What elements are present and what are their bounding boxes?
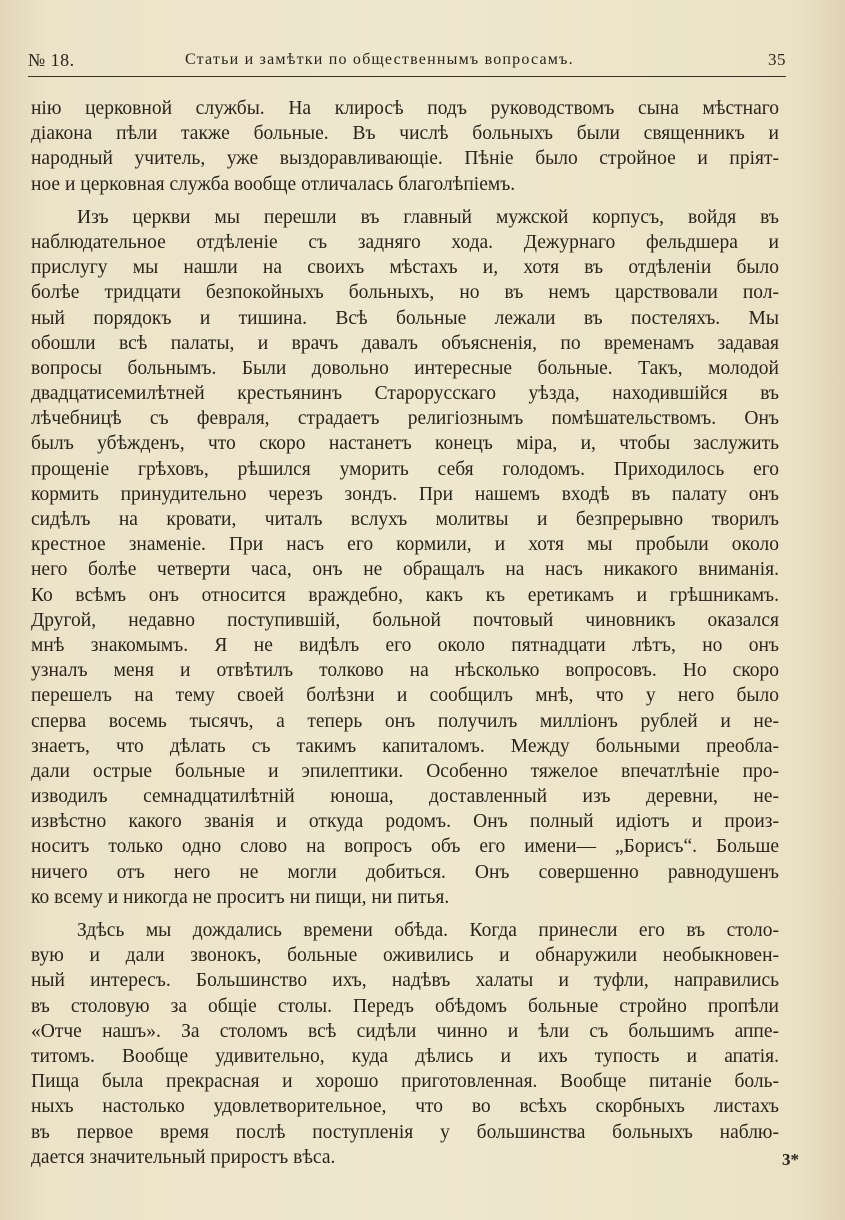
signature-mark: 3* bbox=[782, 1150, 799, 1169]
text-line: народный учитель, уже выздоравливающіе. Пѣніе было стройное и пріят- bbox=[31, 148, 779, 170]
issue-number: № 18. bbox=[28, 50, 75, 70]
paragraph-gap bbox=[31, 197, 779, 205]
text-line: носитъ только одно слово на вопросъ объ его имени— „Борисъ“. Больше bbox=[31, 836, 779, 858]
text-line: болѣе тридцати безпокойныхъ больныхъ, но въ немъ царствовали пол- bbox=[31, 282, 779, 304]
text-line: ный порядокъ и тишина. Всѣ больные лежали въ постеляхъ. Мы bbox=[31, 307, 779, 329]
text-line: въ первое время послѣ поступленія у большинства больныхъ наблю- bbox=[31, 1121, 779, 1143]
text-line: извѣстно какого званія и откуда родомъ. Онъ полный идіотъ и произ- bbox=[31, 811, 779, 833]
text-line: изводилъ семнадцатилѣтній юноша, доставленный изъ деревни, не- bbox=[31, 786, 779, 808]
text-line: «Отче нашъ». За столомъ всѣ сидѣли чинно и ѣли съ большимъ аппе- bbox=[31, 1020, 779, 1042]
text-line: мнѣ знакомымъ. Я не видѣлъ его около пятнадцати лѣтъ, но онъ bbox=[31, 634, 779, 656]
text-line: наблюдательное отдѣленіе съ задняго хода. Дежурнаго фельдшера и bbox=[31, 231, 779, 253]
text-line: былъ убѣжденъ, что скоро настанетъ конецъ міра, и, чтобы заслужить bbox=[31, 433, 779, 455]
text-line: двадцатисемилѣтней крестьянинъ Старорусскаго уѣзда, находившійся въ bbox=[31, 383, 779, 405]
text-line: въ столовую за общіе столы. Передъ обѣдомъ больные стройно пропѣли bbox=[31, 995, 779, 1017]
body-text bbox=[31, 96, 779, 1170]
paragraph bbox=[31, 918, 779, 1170]
text-line: ное и церковная служба вообще отличалась благолѣпіемъ. bbox=[31, 173, 516, 195]
paragraph bbox=[31, 205, 779, 910]
text-line: титомъ. Вообще удивительно, куда дѣлись и ихъ тупость и апатія. bbox=[31, 1045, 779, 1067]
text-line: Ко всѣмъ онъ относится враждебно, какъ къ еретикамъ и грѣшникамъ. bbox=[31, 584, 779, 606]
text-line: сперва восемь тысячъ, а теперь онъ получилъ милліонъ рублей и не- bbox=[31, 710, 779, 732]
text-line: ныхъ настолько удовлетворительное, что во всѣхъ скорбныхъ листахъ bbox=[31, 1096, 779, 1118]
paragraph bbox=[31, 96, 779, 197]
text-line: вопросы больнымъ. Были довольно интересные больные. Такъ, молодой bbox=[31, 357, 779, 379]
text-line: узналъ меня и отвѣтилъ толково на нѣсколько вопросовъ. Но скоро bbox=[31, 660, 779, 682]
running-header bbox=[28, 50, 786, 78]
text-line: лѣчебницѣ съ февраля, страдаетъ религіознымъ помѣшательствомъ. Онъ bbox=[31, 408, 779, 430]
text-line: нію церковной службы. На клиросѣ подъ руководствомъ сына мѣстнаго bbox=[31, 98, 779, 119]
text-line: Здѣсь мы дождались времени обѣда. Когда принесли его въ столо- bbox=[77, 920, 779, 941]
page-number: 35 bbox=[768, 50, 786, 69]
text-line: ко всему и никогда не проситъ ни пищи, ни питья. bbox=[31, 886, 450, 908]
text-line: дали острые больные и эпилептики. Особенно тяжелое впечатлѣніе про- bbox=[31, 760, 779, 782]
text-line: прислугу мы нашли на своихъ мѣстахъ и, хотя въ отдѣленіи было bbox=[31, 257, 779, 279]
text-line: кормить принудительно черезъ зондъ. При нашемъ входѣ въ палату онъ bbox=[31, 483, 779, 505]
text-line: дается значительный приростъ вѣса. bbox=[31, 1146, 336, 1168]
text-line: перешелъ на тему своей болѣзни и сообщилъ мнѣ, что у него было bbox=[31, 685, 779, 707]
text-line: сидѣлъ на кровати, читалъ вслухъ молитвы и безпрерывно творилъ bbox=[31, 509, 779, 530]
text-line: діакона пѣли также больные. Въ числѣ больныхъ были священникъ и bbox=[31, 123, 779, 145]
header-rule bbox=[28, 76, 786, 77]
text-line: него болѣе четверти часа, онъ не обращалъ на насъ никакого вниманія. bbox=[31, 559, 779, 581]
text-line: ный интересъ. Большинство ихъ, надѣвъ халаты и туфли, направились bbox=[31, 970, 779, 992]
text-line: обошли всѣ палаты, и врачъ давалъ объясненія, по временамъ задавая bbox=[31, 332, 779, 354]
section-title: Статьи и замѣтки по общественнымъ вопросамъ. bbox=[185, 51, 574, 68]
text-line: знаетъ, что дѣлать съ такимъ капиталомъ. Между больными преобла- bbox=[31, 735, 779, 757]
paragraph-gap bbox=[31, 910, 779, 918]
text-line: Другой, недавно поступившій, больной почтовый чиновникъ оказался bbox=[31, 609, 779, 631]
text-line: крестное знаменіе. При насъ его кормили, и хотя мы пробыли около bbox=[31, 534, 779, 556]
text-line: Изъ церкви мы перешли въ главный мужской корпусъ, войдя въ bbox=[77, 206, 779, 228]
text-line: Пища была прекрасная и хорошо приготовленная. Вообще питаніе боль- bbox=[31, 1071, 779, 1093]
text-line: прощеніе грѣховъ, рѣшился уморить себя голодомъ. Приходилось его bbox=[31, 458, 779, 480]
text-line: вую и дали звонокъ, больные оживились и обнаружили необыкновен- bbox=[31, 945, 779, 967]
text-line: ничего отъ него не могли добиться. Онъ совершенно равнодушенъ bbox=[31, 861, 779, 883]
